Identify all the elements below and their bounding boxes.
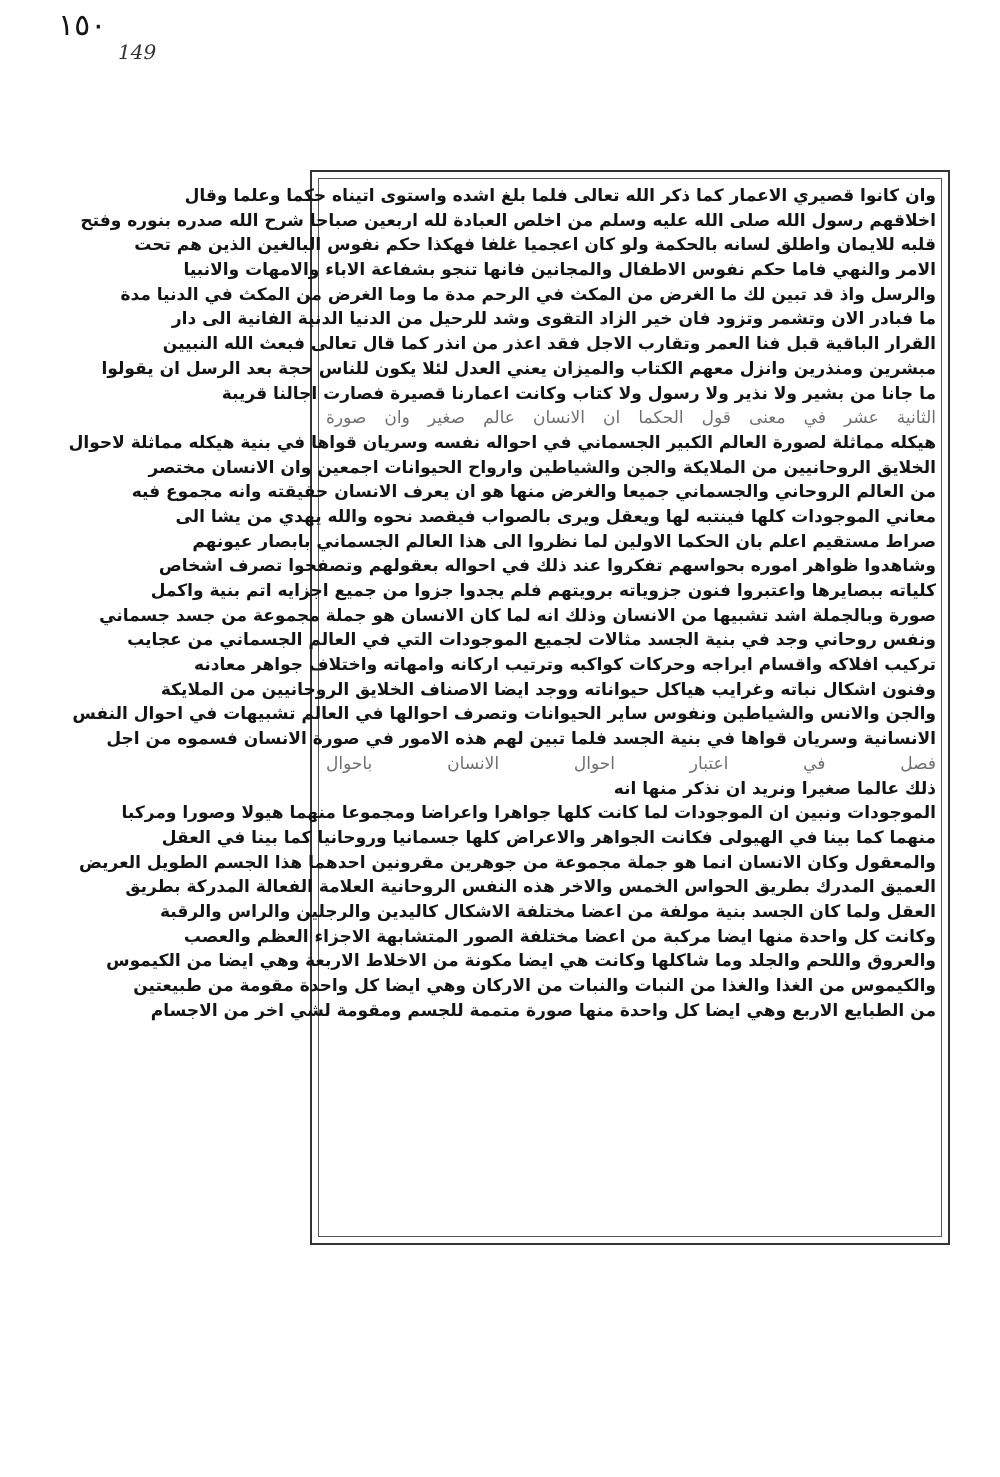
text-line: ونفس روحاني وجد في بنية الجسد مثالات لجميع الموجودات التي في العالم الجسماني من عجايب [127,630,936,651]
text-line: ذلك عالما صغيرا ونريد ان نذكر منها انه [613,778,936,799]
text-line: القرار الباقية قبل فنا العمر وتقارب الاجل فقد اعذر من انذر كما قال تعالى فبعث الله النبيين [162,334,936,355]
text-line: مبشرين ومنذرين وانزل معهم الكتاب والميزان يعني العدل لئلا يكون للناس حجة بعد الرسل ان يقولوا [101,358,936,379]
text-line: والمعقول وكان الانسان انما هو جملة مجموعة من جوهرين مقرونين احدهما هذا الجسم الطويل العريض [78,852,936,873]
text-line: هيكله مماثلة لصورة العالم الكبير الجسماني في احواله نفسه وسريان قواها في بنية هيكله مماثلة لاحوال [68,432,936,453]
text-line: من العالم الروحاني والجسماني جميعا والغرض منها هو ان يعرف الانسان حقيقته وانه مجموع فيه [131,482,936,503]
text-line: وان كانوا قصيري الاعمار كما ذكر الله تعالى فلما بلغ اشده واستوى اتيناه حكما وعلما وقال [184,186,936,206]
text-line: الخلايق الروحانيين من الملايكة والجن والشياطين وارواح الحيوانات اجمعين وان الانسان مختصر [148,457,936,478]
text-frame [68,170,950,1245]
text-line: قلبه للايمان واطلق لسانه بالحكمة ولو كان اعجميا غلفا فهكذا حكم نفوس البالغين الذين هم تحت [134,235,936,256]
text-line: والرسل واذ قد تبين لك ما الغرض من المكث في الرحم مدة ما وما الغرض من المكث في الدنيا مدة [120,284,936,305]
section-heading-line: فصل في اعتبار احوال الانسان باحوال [326,753,936,774]
text-line: معاني الموجودات كلها فينتبه لها ويعقل ويرى بالصواب فيقصد نحوه والله يهدي من يشا الى [175,506,936,527]
text-line: وشاهدوا ظواهر اموره بحواسهم تفكروا عند ذلك في احواله بعقولهم وتصفحوا تصرف اشخاص [158,556,936,577]
text-line: الانسانية وسريان قواها في بنية الجسد فلما تبين لهم هذه الامور في صورة الانسان فسموه من اجل [106,729,936,750]
text-line: العميق المدرك بطريق الحواس الخمس والاخر هذه النفس الروحانية العلامة الفعالة المدركة بطريق [125,877,936,898]
text-line: والعروق واللحم والجلد وما شاكلها وكانت هي ايضا مكونة من الاخلاط الاربعة وهي ايضا من الكيموس [106,951,936,972]
text-line: صورة وبالجملة اشد تشبيها من الانسان وذلك انه لما كان الانسان هو جملة مجموعة من جسد جسماني [99,605,936,626]
text-line: كلياته ببصايرها واعتبروا فنون جزوياته برويتهم فلم يجدوا جزوا من جميع اجزايه اتم بنية واكمل [150,581,936,601]
text-line: منهما كما بينا في الهيولى فكانت الجواهر والاعراض كلها جسمانيا وروحانيا كما بينا في العقل [161,827,936,848]
text-line: العقل ولما كان الجسد بنية مولفة من اعضا مختلفة الاشكال كاليدين والرجلين والراس والرقبة [160,901,936,922]
text-line: الامر والنهي فاما حكم نفوس الاطفال والمجانين فانها تنجو بشفاعة الاباء والامهات والانبيا [183,260,936,281]
text-line: وكانت كل واحدة منها ايضا مركبة من اعضا مختلفة الصور المتشابهة الاجزاء العظم والعصب [183,926,936,947]
manuscript-text-block [68,184,936,1235]
text-line: تركيب افلاكه واقسام ابراجه وحركات كواكبه وترتيب اركانه وامهاته واختلاف جواهر معادنه [194,655,936,676]
text-line: الموجودات ونبين ان الموجودات لما كانت كلها جواهرا واعراضا ومجموعا منهما هيولا وصورا ومركبا [121,803,936,824]
text-line: ما فبادر الان وتشمر وتزود فان خير الزاد التقوى وشد للرحيل من الدنيا الدنية الفانية الى دار [171,309,936,330]
text-line: وفنون اشكال نباته وغرايب هياكل حيواناته ووجد ايضا الاصناف الخلايق الروحانيين من الملايكة [160,679,936,700]
folio-number: 149 [118,40,157,64]
text-line: صراط مستقيم اعلم بان الحكما الاولين لما نظروا الى هذا العالم الجسماني بابصار عيونهم [192,531,936,552]
section-heading-line: الثانية عشر في معنى قول الحكما ان الانسان عالم صغير وان صورة [326,408,936,429]
page-number: ١٥٠ [58,8,107,43]
text-line: اخلاقهم رسول الله صلى الله عليه وسلم من اخلص العبادة لله اربعين صباحا شرح الله صدره بنوره وفتح [80,210,936,231]
text-line: ما جانا من بشير ولا نذير ولا رسول ولا كتاب وكانت اعمارنا قصيرة فصارت اجالنا قريبة [221,383,936,404]
text-line: من الطبايع الاربع وهي ايضا كل واحدة منها صورة متممة للجسم ومقومة لشي اخر من الاجسام [150,1000,936,1021]
text-line: والجن والانس والشياطين ونفوس ساير الحيوانات وتصرف احوالها في العالم تشبيهات في احوال النفس [72,704,936,725]
text-line: والكيموس من الغذا والغذا من النبات والنبات من الاركان وهي ايضا كل واحدة مقومة من طبيعتين [133,976,936,996]
